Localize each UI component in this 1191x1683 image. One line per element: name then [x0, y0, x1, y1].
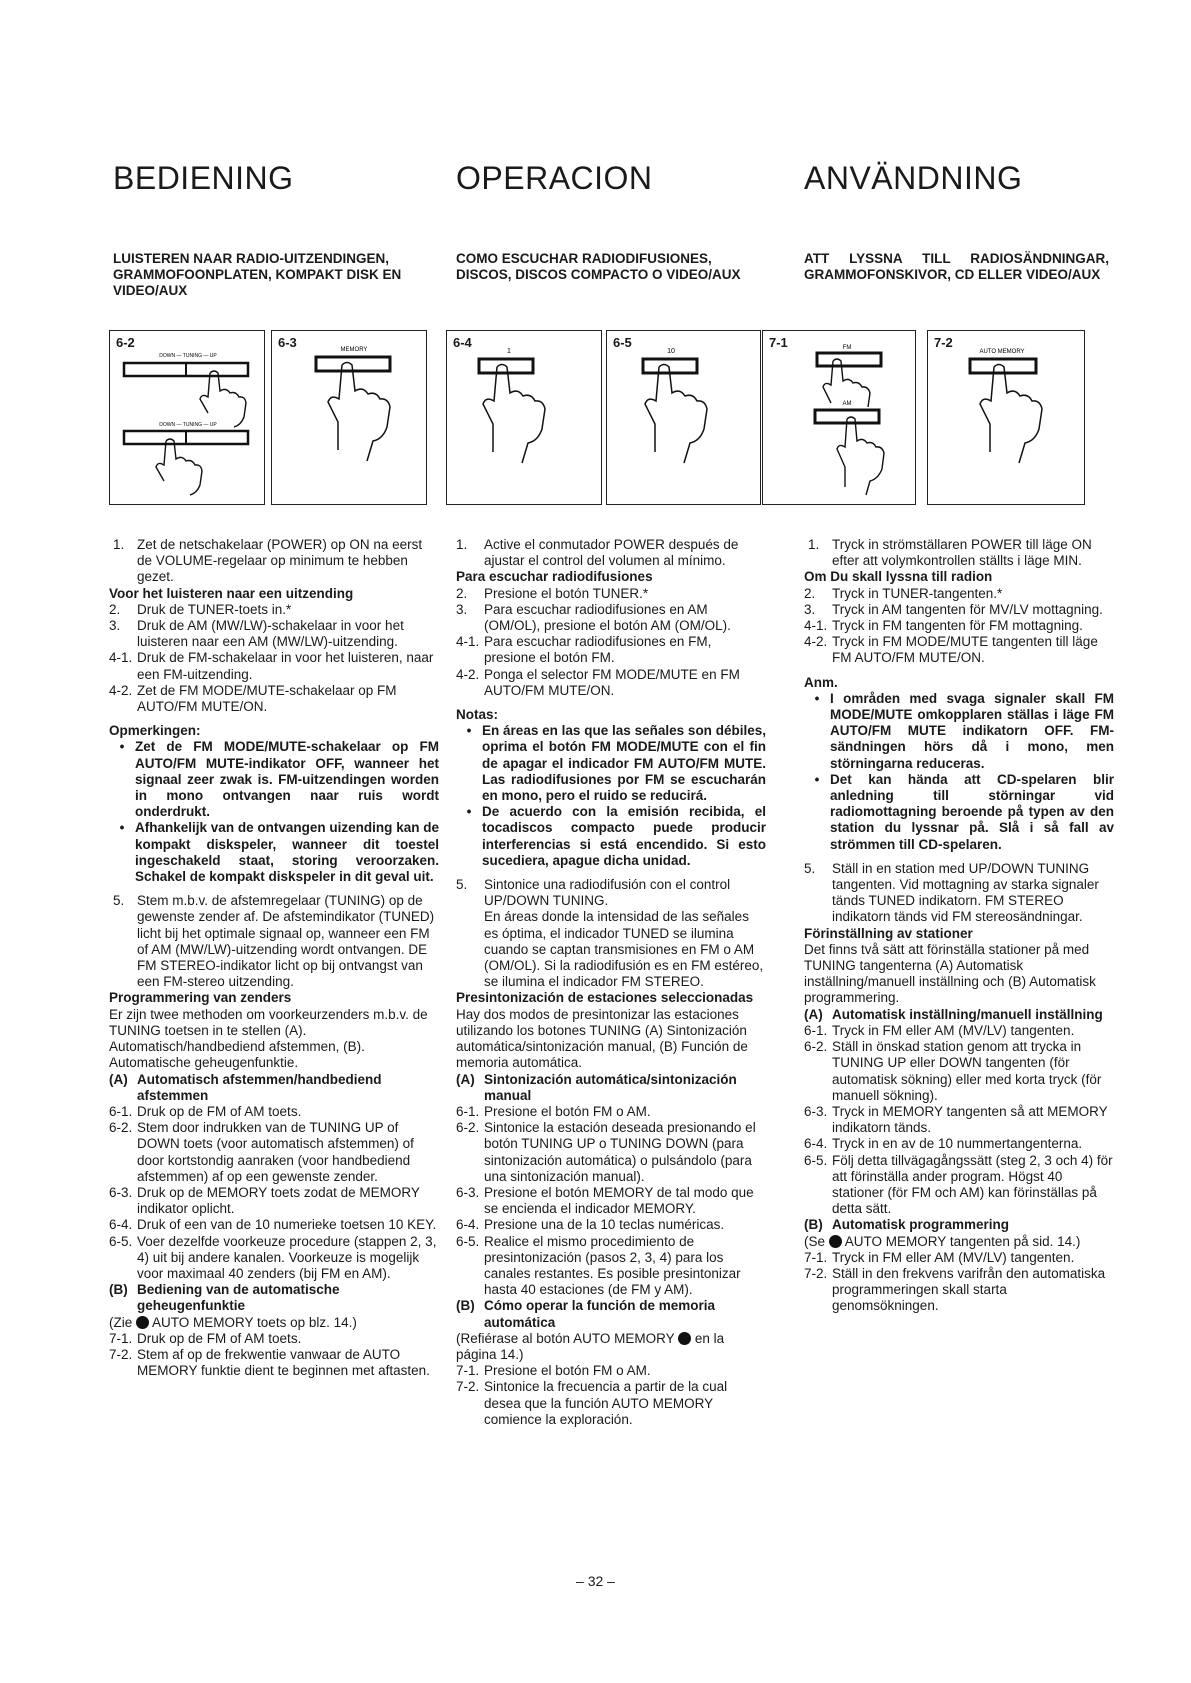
figure-caption: AM	[842, 401, 852, 407]
note-item: • Zet de FM MODE/MUTE-schakelaar op FM AUTO/FM MUTE-indikator OFF, wanneer het signaal zeer zwak is. FM-uitzendingen worden in mono ontvangen naar ruis wordt onderdrukt.	[119, 739, 439, 820]
paragraph: Hay dos modos de presintonizar las estaciones utilizando los botones TUNING (A) Sintonización automática/sintonización manual, (B) Función de memoria automática.	[456, 1006, 748, 1071]
figure-label: 6-4	[453, 335, 472, 350]
number-2-circle-icon	[829, 1235, 842, 1248]
figure-6-3	[271, 330, 427, 505]
list-item: 6-5. Följ detta tillvägagångssätt (steg 2, 3 och 4) för att förinställa ander program. Högst 40 stationer (för FM och AM) kan förinställas på detta sätt.	[804, 1152, 1113, 1217]
title-spanish: OPERACION	[456, 160, 653, 196]
figure-7-1	[762, 330, 916, 505]
paragraph: Er zijn twee methoden om voorkeurzenders m.b.v. de TUNING toetsen in te stellen (A). Automatisch/handbediend afstemmen, (B). Automatische geheugenfunktie.	[109, 1006, 428, 1071]
figure-label: 7-1	[769, 335, 788, 350]
column-swedish	[804, 537, 1114, 1315]
notes-heading: Notas:	[456, 707, 499, 723]
list-item: 4-2. Zet de FM MODE/MUTE-schakelaar op FM AUTO/FM MUTE/ON.	[109, 682, 397, 715]
reference-line: (Refiérase al botón AUTO MEMORY en la página 14.)	[456, 1330, 725, 1362]
subsection-heading: (A) Sintonización automática/sintonización manual	[456, 1071, 737, 1103]
figure-6-2	[109, 330, 265, 505]
list-item: 4-2. Ponga el selector FM MODE/MUTE en FM AUTO/FM MUTE/ON.	[456, 666, 740, 698]
list-item: 1. Zet de netschakelaar (POWER) op ON na eerst de VOLUME-regelaar op minimum te hebben gezet.	[113, 537, 423, 585]
list-item: 4-1. Para escuchar radiodifusiones en FM, presione el botón FM.	[456, 634, 712, 666]
figure-caption: FM	[842, 345, 852, 351]
column-spanish	[456, 537, 766, 1428]
figure-7-2	[927, 330, 1085, 505]
figure-label: 6-3	[278, 335, 297, 350]
number-2-circle-icon	[678, 1332, 691, 1345]
notes-heading: Opmerkingen:	[109, 723, 201, 739]
number-2-circle-icon	[136, 1316, 149, 1329]
paragraph: Det finns två sätt att förinställa stationer på med TUNING tangenterna (A) Automatisk inställning/manuell inställning och (B) Automatisk programmering.	[804, 941, 1096, 1006]
tuning-buttons-illustration	[110, 331, 266, 506]
section-heading: Para escuchar radiodifusiones	[456, 569, 653, 585]
list-item: 7-2. Sintonice la frecuencia a partir de la cual desea que la función AUTO MEMORY comience la exploración.	[456, 1379, 728, 1427]
figure-caption: DOWN — TUNING — UP	[159, 353, 217, 359]
list-item: 6-5. Voer dezelfde voorkeuze procedure (stappen 2, 3, 4) uit bij andere kanalen. Voorkeuze is mogelijk voor maximaal 40 zenders (bij FM en AM).	[109, 1233, 437, 1281]
figure-label: 7-2	[934, 335, 953, 350]
list-item: 6-3. Druk op de MEMORY toets zodat de MEMORY indikator oplicht.	[109, 1184, 420, 1217]
subsection-heading: (B) Bediening van de automatische geheugenfunktie	[109, 1282, 340, 1314]
page-number: – 32 –	[576, 1573, 615, 1589]
list-item: 3. Tryck in AM tangenten för MV/LV mottagning.	[804, 601, 1103, 617]
title-dutch: BEDIENING	[113, 160, 294, 196]
title-swedish: ANVÄNDNING	[804, 160, 1023, 196]
list-item: 6-2. Ställ in önskad station genom att trycka in TUNING UP eller DOWN tangenten (för automatisk sökning) eller med korta tryck (för manuell sökning).	[804, 1039, 1102, 1103]
section-heading: Voor het luisteren naar een uitzending	[109, 585, 354, 601]
list-item: 2. Presione el botón TUNER.*	[456, 585, 649, 601]
reference-line: (Se AUTO MEMORY tangenten på sid. 14.)	[804, 1233, 1081, 1249]
note-item: • De acuerdo con la emisión recibida, el tocadiscos compacto puede producir interferencias si está encendido. Si esto sucediera, apague dicha unidad.	[466, 804, 766, 868]
figure-label: 6-5	[613, 335, 632, 350]
list-item: 3. Para escuchar radiodifusiones en AM (OM/OL), presione el botón AM (OM/OL).	[456, 601, 731, 634]
list-item: 5. Ställ in en station med UP/DOWN TUNING tangenten. Vid mottagning av starka signaler tänds TUNED indikatorn. FM STEREO indikatorn tänds vid FM stereosändningar.	[804, 860, 1099, 925]
number-1-button-illustration	[447, 331, 603, 506]
figure-caption: 1	[507, 348, 511, 355]
list-item: 4-1. Tryck in FM tangenten för FM mottagning.	[804, 618, 1083, 634]
list-item: 7-1. Presione el botón FM o AM.	[456, 1363, 651, 1379]
list-item: 1. Active el conmutador POWER después de ajustar el control del volumen al mínimo.	[456, 537, 739, 569]
subtitle-spanish: COMO ESCUCHAR RADIODIFUSIONES, DISCOS, DISCOS COMPACTO O VIDEO/AUX	[456, 251, 741, 282]
list-item: 6-3. Presione el botón MEMORY de tal modo que se encienda el indicador MEMORY.	[456, 1184, 754, 1217]
memory-button-illustration	[272, 331, 428, 506]
figure-caption: 10	[667, 348, 675, 355]
list-item: 6-2. Stem door indrukken van de TUNING UP of DOWN toets (voor automatisch afstemmen) of door kortstondig aanraken (voor handbediend afstemmen) af op een gewenste zender.	[109, 1120, 414, 1184]
subsection-heading: (A) Automatisch afstemmen/handbediend afstemmen	[109, 1071, 382, 1103]
list-item: 6-3. Tryck in MEMORY tangenten så att MEMORY indikatorn tänds.	[804, 1103, 1108, 1136]
list-item: 6-1. Presione el botón FM o AM.	[456, 1103, 651, 1119]
figure-strip	[116, 330, 1162, 505]
subtitle-dutch: LUISTEREN NAAR RADIO-UITZENDINGEN, GRAMMOFOONPLATEN, KOMPAKT DISK EN VIDEO/AUX	[113, 251, 402, 298]
note-item: • Afhankelijk van de ontvangen uizending kan de kompakt diskspeler, wanneer dit toestel ingeschakeld staat, storing veroorzaken. Schakel de kompakt diskspeler in dit geval uit.	[119, 820, 439, 885]
column-dutch	[109, 537, 439, 1379]
subsection-heading: (B) Automatisk programmering	[804, 1217, 1010, 1233]
figure-caption: MEMORY	[340, 347, 368, 353]
subsection-heading: (B) Cómo operar la función de memoria automática	[456, 1298, 716, 1330]
list-item: 7-2. Ställ in den frekvens varifrån den automatiska programmeringen skall starta genomsökningen.	[804, 1265, 1106, 1314]
list-item: 7-1. Tryck in FM eller AM (MV/LV) tangenten.	[804, 1249, 1075, 1265]
list-item: 5. Sintonice una radiodifusión con el control UP/DOWN TUNING.	[456, 877, 731, 909]
list-item: 7-2. Stem af op de frekwentie vanwaar de AUTO MEMORY funktie dient te beginnen met aftasten.	[109, 1346, 430, 1379]
note-item: • I områden med svaga signaler skall FM MODE/MUTE omkopplaren ställas i läge FM AUTO/FM MUTE indikatorn OFF. FM-sändningen hörs då i mono, men störningarna reduceras.	[814, 690, 1114, 771]
list-item: 4-1. Druk de FM-schakelaar in voor het luisteren, naar een FM-uitzending.	[109, 650, 434, 682]
list-item: 6-1. Tryck in FM eller AM (MV/LV) tangenten.	[804, 1022, 1075, 1038]
figure-caption: DOWN — TUNING — UP	[159, 422, 217, 428]
reference-line: (Zie AUTO MEMORY toets op blz. 14.)	[109, 1314, 357, 1330]
section-heading: Presintonización de estaciones seleccionadas	[456, 990, 754, 1006]
list-item: 6-1. Druk op de FM of AM toets.	[109, 1103, 302, 1119]
notes-heading: Anm.	[804, 674, 838, 690]
figure-caption: AUTO MEMORY	[979, 349, 1025, 355]
list-item: 6-4. Druk of een van de 10 numerieke toetsen 10 KEY.	[109, 1217, 437, 1233]
list-item: 3. Druk de AM (MW/LW)-schakelaar in voor het luisteren naar een AM (MW/LW)-uitzending.	[109, 618, 404, 650]
list-item: 4-2. Tryck in FM MODE/MUTE tangenten till läge FM AUTO/FM MUTE/ON.	[804, 634, 1098, 666]
list-item: 2. Tryck in TUNER-tangenten.*	[804, 585, 1003, 601]
list-item: 2. Druk de TUNER-toets in.*	[109, 601, 292, 617]
number-10-button-illustration	[607, 331, 762, 506]
list-item: 6-4. Tryck in en av de 10 nummertangenterna.	[804, 1136, 1083, 1152]
note-item: • En áreas en las que las señales son débiles, oprima el botón FM MODE/MUTE con el fin de apagar el indicador FM AUTO/FM MUTE. Las radiodifusiones por FM se escucharán en mono, pero el ruido se reducirá.	[466, 723, 766, 804]
section-heading: Förinställning av stationer	[804, 925, 973, 941]
subsection-heading: (A) Automatisk inställning/manuell inställning	[804, 1006, 1103, 1022]
section-heading: Om Du skall lyssna till radion	[804, 569, 993, 585]
list-item: 1. Tryck in strömställaren POWER till läge ON efter att volymkontrollen ställts i läge MIN.	[808, 537, 1092, 569]
section-heading: Programmering van zenders	[109, 990, 292, 1006]
note-item: • Det kan hända att CD-spelaren blir anledning till störningar vid radiomottagning beroende på typen av den station du lyssnar på. Slå i så fall av strömmen till CD-spelaren.	[814, 771, 1114, 852]
list-item: 6-4. Presione una de la 10 teclas numéricas.	[456, 1217, 725, 1233]
paragraph: En áreas donde la intensidad de las señales es óptima, el indicador TUNED se ilumina cuando se captan transmisiones en FM o AM (OM/OL). Si la radiodifusión es en FM estéreo, se ilumina el indicador FM STEREO.	[484, 909, 764, 990]
figure-6-5	[606, 330, 761, 505]
auto-memory-button-illustration	[928, 331, 1086, 506]
list-item: 5. Stem m.b.v. de afstemregelaar (TUNING) op de gewenste zender af. De afstemindikator (TUNED) licht bij het optimale signaal op, wanneer een FM of AM (MW/LW)-uitzending wordt ontvangen. DE FM STEREO-indikator licht op bij ontvangst van een FM-stereo uitzending.	[113, 893, 435, 990]
figure-label: 6-2	[116, 335, 135, 350]
list-item: 6-5. Realice el mismo procedimiento de presintonización (pasos 2, 3, 4) para los canales restantes. Es posible presintonizar hasta 40 estaciones (de FM y AM).	[456, 1233, 741, 1298]
fm-am-buttons-illustration	[763, 331, 917, 506]
list-item: 7-1. Druk op de FM of AM toets.	[109, 1330, 302, 1346]
figure-6-4	[446, 330, 602, 505]
list-item: 6-2. Sintonice la estación deseada presionando el botón TUNING UP o TUNING DOWN (para sintonización automática) o pulsándolo (para una sintonización manual).	[456, 1120, 756, 1184]
subtitle-swedish: ATT LYSSNA TILL RADIOSÄNDNINGAR, GRAMMOFONSKIVOR, CD ELLER VIDEO/AUX	[804, 251, 1109, 282]
